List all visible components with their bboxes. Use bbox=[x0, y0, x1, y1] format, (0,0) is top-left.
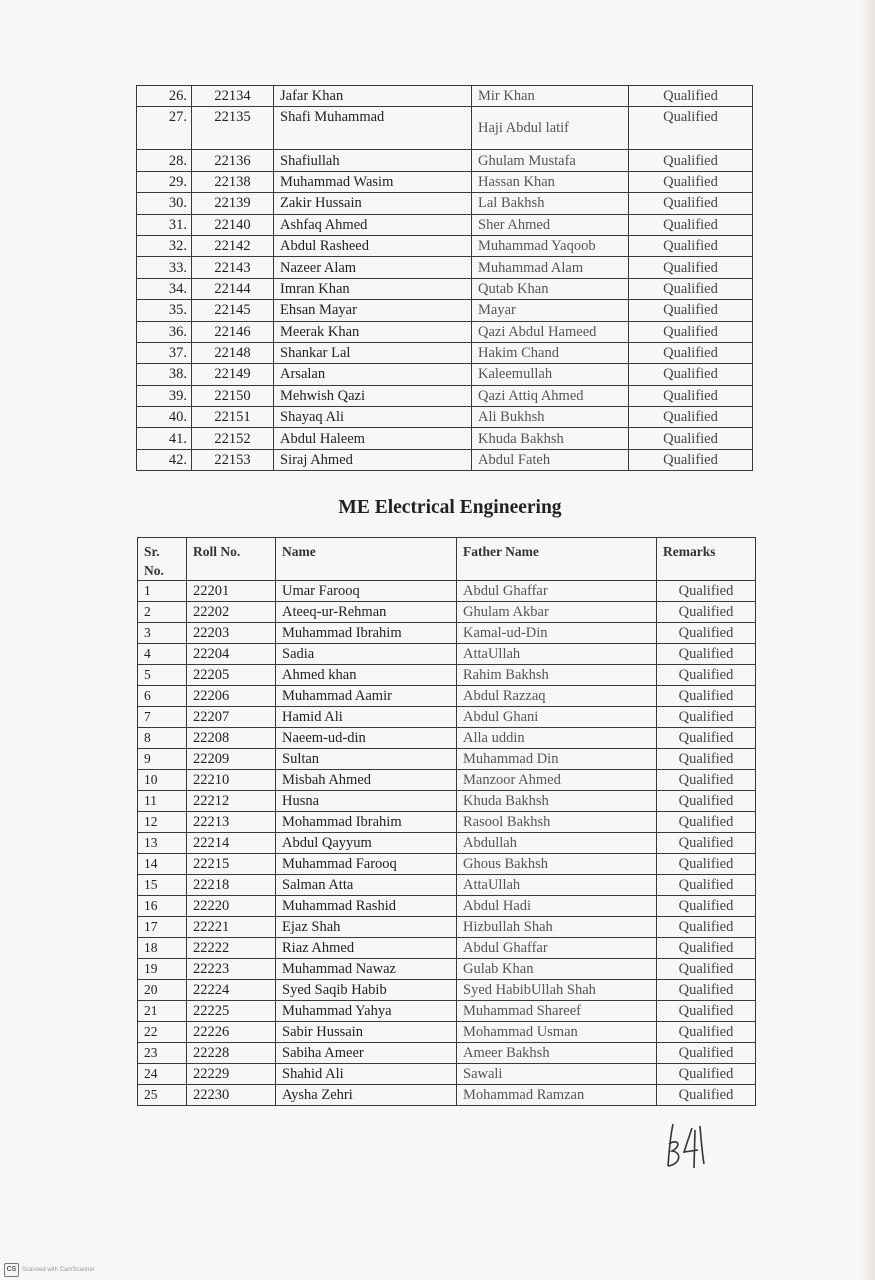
cell-remarks: Qualified bbox=[629, 449, 753, 470]
cell-name: Shahid Ali bbox=[276, 1064, 457, 1085]
table-row bbox=[137, 107, 753, 150]
cell-roll-no: 22202 bbox=[187, 602, 276, 623]
cell-roll-no: 22230 bbox=[187, 1085, 276, 1106]
cell-sr-no: 5 bbox=[138, 665, 187, 686]
cell-name: Sabiha Ameer bbox=[276, 1043, 457, 1064]
section-heading: ME Electrical Engineering bbox=[338, 497, 562, 518]
cell-father-name: Khuda Bakhsh bbox=[457, 791, 657, 812]
cell-remarks: Qualified bbox=[629, 321, 753, 342]
cell-father-name: Abdul Ghaffar bbox=[457, 938, 657, 959]
cell-remarks: Qualified bbox=[657, 1043, 756, 1064]
cell-name: Muhammad Wasim bbox=[274, 171, 472, 192]
table-row bbox=[138, 707, 756, 728]
cell-sr-no: 23 bbox=[138, 1043, 187, 1064]
cell-name: Husna bbox=[276, 791, 457, 812]
cell-remarks: Qualified bbox=[657, 854, 756, 875]
cell-name: Shafi Muhammad bbox=[274, 107, 472, 150]
table-row bbox=[138, 1001, 756, 1022]
cell-father-name: Qutab Khan bbox=[472, 278, 629, 299]
cell-roll-no: 22205 bbox=[187, 665, 276, 686]
cell-sr-no: 24 bbox=[138, 1064, 187, 1085]
cell-father-name: Manzoor Ahmed bbox=[457, 770, 657, 791]
cell-remarks: Qualified bbox=[657, 875, 756, 896]
cell-sr-no: 29. bbox=[137, 171, 192, 192]
cell-roll-no: 22206 bbox=[187, 686, 276, 707]
table-row bbox=[138, 812, 756, 833]
cell-sr-no: 6 bbox=[138, 686, 187, 707]
cell-father-name: Syed HabibUllah Shah bbox=[457, 980, 657, 1001]
cell-roll-no: 22139 bbox=[192, 193, 274, 214]
table-row bbox=[138, 791, 756, 812]
cell-name: Syed Saqib Habib bbox=[276, 980, 457, 1001]
table-header-row bbox=[138, 538, 756, 581]
cell-name: Imran Khan bbox=[274, 278, 472, 299]
cell-roll-no: 22210 bbox=[187, 770, 276, 791]
cell-sr-no: 27. bbox=[137, 107, 192, 150]
table-row bbox=[137, 428, 753, 449]
cell-remarks: Qualified bbox=[657, 896, 756, 917]
table-row bbox=[138, 938, 756, 959]
cell-remarks: Qualified bbox=[657, 959, 756, 980]
cell-name: Nazeer Alam bbox=[274, 257, 472, 278]
cell-roll-no: 22145 bbox=[192, 300, 274, 321]
cell-remarks: Qualified bbox=[629, 257, 753, 278]
cell-roll-no: 22220 bbox=[187, 896, 276, 917]
cell-roll-no: 22218 bbox=[187, 875, 276, 896]
table-row bbox=[138, 644, 756, 665]
cell-roll-no: 22228 bbox=[187, 1043, 276, 1064]
table-row bbox=[138, 686, 756, 707]
cell-name: Ahmed khan bbox=[276, 665, 457, 686]
cell-father-name: Abdullah bbox=[457, 833, 657, 854]
cell-name: Umar Farooq bbox=[276, 581, 457, 602]
cell-remarks: Qualified bbox=[657, 707, 756, 728]
cell-sr-no: 42. bbox=[137, 449, 192, 470]
cell-roll-no: 22215 bbox=[187, 854, 276, 875]
cell-sr-no: 12 bbox=[138, 812, 187, 833]
header-father-name: Father Name bbox=[457, 538, 657, 581]
header-remarks: Remarks bbox=[657, 538, 756, 581]
cell-sr-no: 2 bbox=[138, 602, 187, 623]
cell-father-name: Hakim Chand bbox=[472, 342, 629, 363]
table-row bbox=[138, 854, 756, 875]
cell-roll-no: 22225 bbox=[187, 1001, 276, 1022]
cell-remarks: Qualified bbox=[657, 1064, 756, 1085]
cell-name: Shafiullah bbox=[274, 150, 472, 171]
table-row bbox=[137, 300, 753, 321]
table-row bbox=[137, 214, 753, 235]
table-row bbox=[138, 623, 756, 644]
cell-name: Arsalan bbox=[274, 364, 472, 385]
table-row bbox=[137, 150, 753, 171]
cell-roll-no: 22140 bbox=[192, 214, 274, 235]
qualified-list-table-continued bbox=[136, 85, 753, 471]
cell-father-name: Kaleemullah bbox=[472, 364, 629, 385]
cell-remarks: Qualified bbox=[629, 235, 753, 256]
cell-father-name: Haji Abdul latif bbox=[472, 107, 629, 150]
table-row bbox=[138, 917, 756, 938]
cell-sr-no: 30. bbox=[137, 193, 192, 214]
cell-remarks: Qualified bbox=[629, 385, 753, 406]
cell-remarks: Qualified bbox=[657, 686, 756, 707]
cell-sr-no: 33. bbox=[137, 257, 192, 278]
cell-father-name: Rahim Bakhsh bbox=[457, 665, 657, 686]
cell-sr-no: 8 bbox=[138, 728, 187, 749]
cell-roll-no: 22221 bbox=[187, 917, 276, 938]
table-row bbox=[138, 980, 756, 1001]
cell-name: Shankar Lal bbox=[274, 342, 472, 363]
cell-father-name: Khuda Bakhsh bbox=[472, 428, 629, 449]
table-row bbox=[138, 581, 756, 602]
cell-roll-no: 22151 bbox=[192, 407, 274, 428]
cell-name: Muhammad Rashid bbox=[276, 896, 457, 917]
cell-roll-no: 22209 bbox=[187, 749, 276, 770]
cell-remarks: Qualified bbox=[657, 581, 756, 602]
cell-roll-no: 22201 bbox=[187, 581, 276, 602]
cell-sr-no: 9 bbox=[138, 749, 187, 770]
table-row bbox=[137, 278, 753, 299]
cell-remarks: Qualified bbox=[657, 917, 756, 938]
me-electrical-engineering-table bbox=[137, 537, 756, 1106]
cell-sr-no: 7 bbox=[138, 707, 187, 728]
header-sr-no: Sr. No. bbox=[138, 538, 187, 581]
table-row bbox=[138, 1085, 756, 1106]
cell-name: Riaz Ahmed bbox=[276, 938, 457, 959]
cell-sr-no: 28. bbox=[137, 150, 192, 171]
cell-roll-no: 22135 bbox=[192, 107, 274, 150]
cell-name: Ejaz Shah bbox=[276, 917, 457, 938]
cell-remarks: Qualified bbox=[629, 150, 753, 171]
cell-father-name: AttaUllah bbox=[457, 875, 657, 896]
cell-father-name: Qazi Abdul Hameed bbox=[472, 321, 629, 342]
cell-remarks: Qualified bbox=[629, 278, 753, 299]
cell-remarks: Qualified bbox=[629, 407, 753, 428]
cell-name: Abdul Haleem bbox=[274, 428, 472, 449]
cell-father-name: Muhammad Alam bbox=[472, 257, 629, 278]
cell-sr-no: 34. bbox=[137, 278, 192, 299]
cell-remarks: Qualified bbox=[629, 193, 753, 214]
cell-remarks: Qualified bbox=[657, 938, 756, 959]
cell-remarks: Qualified bbox=[657, 749, 756, 770]
scanner-watermark bbox=[4, 1263, 95, 1277]
cell-sr-no: 14 bbox=[138, 854, 187, 875]
table-row bbox=[137, 342, 753, 363]
cell-remarks: Qualified bbox=[657, 770, 756, 791]
cell-roll-no: 22153 bbox=[192, 449, 274, 470]
table-row bbox=[138, 770, 756, 791]
table-row bbox=[137, 171, 753, 192]
cell-name: Muhammad Yahya bbox=[276, 1001, 457, 1022]
cell-remarks: Qualified bbox=[657, 980, 756, 1001]
cell-roll-no: 22204 bbox=[187, 644, 276, 665]
cell-father-name: Gulab Khan bbox=[457, 959, 657, 980]
cell-name: Abdul Rasheed bbox=[274, 235, 472, 256]
cell-name: Ashfaq Ahmed bbox=[274, 214, 472, 235]
cell-sr-no: 37. bbox=[137, 342, 192, 363]
cell-sr-no: 11 bbox=[138, 791, 187, 812]
cell-roll-no: 22150 bbox=[192, 385, 274, 406]
cell-name: Sadia bbox=[276, 644, 457, 665]
cell-roll-no: 22208 bbox=[187, 728, 276, 749]
cell-father-name: Mohammad Usman bbox=[457, 1022, 657, 1043]
cell-father-name: Abdul Ghani bbox=[457, 707, 657, 728]
handwritten-signature bbox=[664, 1118, 724, 1174]
cell-father-name: Muhammad Din bbox=[457, 749, 657, 770]
cell-sr-no: 38. bbox=[137, 364, 192, 385]
table-body bbox=[137, 86, 753, 471]
cell-name: Sultan bbox=[276, 749, 457, 770]
cell-sr-no: 41. bbox=[137, 428, 192, 449]
watermark-text: Scanned with CamScanner bbox=[22, 1267, 95, 1273]
cell-roll-no: 22224 bbox=[187, 980, 276, 1001]
cell-roll-no: 22207 bbox=[187, 707, 276, 728]
cell-remarks: Qualified bbox=[657, 665, 756, 686]
cell-roll-no: 22142 bbox=[192, 235, 274, 256]
cell-sr-no: 25 bbox=[138, 1085, 187, 1106]
cell-sr-no: 26. bbox=[137, 86, 192, 107]
cell-name: Mehwish Qazi bbox=[274, 385, 472, 406]
cell-father-name: Lal Bakhsh bbox=[472, 193, 629, 214]
header-roll-no: Roll No. bbox=[187, 538, 276, 581]
cell-remarks: Qualified bbox=[657, 644, 756, 665]
table-row bbox=[137, 257, 753, 278]
cell-sr-no: 1 bbox=[138, 581, 187, 602]
cell-sr-no: 32. bbox=[137, 235, 192, 256]
cell-remarks: Qualified bbox=[629, 342, 753, 363]
cell-remarks: Qualified bbox=[629, 107, 753, 150]
table-body bbox=[138, 581, 756, 1106]
cell-name: Naeem-ud-din bbox=[276, 728, 457, 749]
cell-roll-no: 22226 bbox=[187, 1022, 276, 1043]
cell-sr-no: 10 bbox=[138, 770, 187, 791]
cell-name: Jafar Khan bbox=[274, 86, 472, 107]
header-name: Name bbox=[276, 538, 457, 581]
cell-roll-no: 22148 bbox=[192, 342, 274, 363]
cell-roll-no: 22213 bbox=[187, 812, 276, 833]
cell-roll-no: 22136 bbox=[192, 150, 274, 171]
cell-remarks: Qualified bbox=[657, 1001, 756, 1022]
table-row bbox=[137, 385, 753, 406]
table-row bbox=[138, 833, 756, 854]
cell-roll-no: 22223 bbox=[187, 959, 276, 980]
cell-roll-no: 22222 bbox=[187, 938, 276, 959]
table-row bbox=[137, 407, 753, 428]
cell-father-name: Rasool Bakhsh bbox=[457, 812, 657, 833]
cell-name: Muhammad Farooq bbox=[276, 854, 457, 875]
cell-sr-no: 40. bbox=[137, 407, 192, 428]
cell-father-name: Abdul Fateh bbox=[472, 449, 629, 470]
cell-remarks: Qualified bbox=[629, 171, 753, 192]
cell-father-name: Hizbullah Shah bbox=[457, 917, 657, 938]
cell-father-name: Muhammad Shareef bbox=[457, 1001, 657, 1022]
cell-father-name: Mohammad Ramzan bbox=[457, 1085, 657, 1106]
cell-roll-no: 22212 bbox=[187, 791, 276, 812]
table-row bbox=[137, 364, 753, 385]
cell-father-name: AttaUllah bbox=[457, 644, 657, 665]
table-row bbox=[138, 665, 756, 686]
cell-name: Muhammad Nawaz bbox=[276, 959, 457, 980]
table-row bbox=[138, 1064, 756, 1085]
cell-father-name: Ghulam Akbar bbox=[457, 602, 657, 623]
table-row bbox=[137, 193, 753, 214]
cell-sr-no: 3 bbox=[138, 623, 187, 644]
cell-father-name: Sher Ahmed bbox=[472, 214, 629, 235]
cell-father-name: Muhammad Yaqoob bbox=[472, 235, 629, 256]
cell-name: Aysha Zehri bbox=[276, 1085, 457, 1106]
cell-father-name: Sawali bbox=[457, 1064, 657, 1085]
cell-name: Abdul Qayyum bbox=[276, 833, 457, 854]
cell-sr-no: 4 bbox=[138, 644, 187, 665]
table-row bbox=[138, 728, 756, 749]
table-row bbox=[138, 749, 756, 770]
cell-roll-no: 22152 bbox=[192, 428, 274, 449]
cell-remarks: Qualified bbox=[657, 833, 756, 854]
table-row bbox=[137, 449, 753, 470]
table-row bbox=[138, 959, 756, 980]
cell-remarks: Qualified bbox=[629, 86, 753, 107]
cell-sr-no: 36. bbox=[137, 321, 192, 342]
cell-father-name: Ameer Bakhsh bbox=[457, 1043, 657, 1064]
table-row bbox=[138, 1022, 756, 1043]
cell-remarks: Qualified bbox=[629, 300, 753, 321]
cell-sr-no: 15 bbox=[138, 875, 187, 896]
cell-name: Muhammad Ibrahim bbox=[276, 623, 457, 644]
cell-roll-no: 22229 bbox=[187, 1064, 276, 1085]
cell-father-name: Abdul Razzaq bbox=[457, 686, 657, 707]
cell-roll-no: 22146 bbox=[192, 321, 274, 342]
table-row bbox=[137, 235, 753, 256]
cell-roll-no: 22134 bbox=[192, 86, 274, 107]
cell-remarks: Qualified bbox=[657, 1085, 756, 1106]
cell-name: Sabir Hussain bbox=[276, 1022, 457, 1043]
cell-father-name: Ali Bukhsh bbox=[472, 407, 629, 428]
cell-roll-no: 22214 bbox=[187, 833, 276, 854]
cell-name: Meerak Khan bbox=[274, 321, 472, 342]
cell-father-name: Abdul Ghaffar bbox=[457, 581, 657, 602]
cell-name: Ateeq-ur-Rehman bbox=[276, 602, 457, 623]
cell-name: Hamid Ali bbox=[276, 707, 457, 728]
cell-sr-no: 39. bbox=[137, 385, 192, 406]
table-row bbox=[138, 602, 756, 623]
cell-name: Muhammad Aamir bbox=[276, 686, 457, 707]
cell-father-name: Alla uddin bbox=[457, 728, 657, 749]
cell-remarks: Qualified bbox=[657, 812, 756, 833]
cell-sr-no: 16 bbox=[138, 896, 187, 917]
cell-sr-no: 22 bbox=[138, 1022, 187, 1043]
cell-remarks: Qualified bbox=[657, 1022, 756, 1043]
cell-roll-no: 22138 bbox=[192, 171, 274, 192]
table-row bbox=[138, 896, 756, 917]
camscanner-logo-icon: CS bbox=[4, 1263, 19, 1277]
cell-father-name: Ghous Bakhsh bbox=[457, 854, 657, 875]
cell-father-name: Mayar bbox=[472, 300, 629, 321]
page-edge-shadow bbox=[861, 0, 875, 1280]
cell-sr-no: 31. bbox=[137, 214, 192, 235]
table-row bbox=[138, 875, 756, 896]
cell-sr-no: 20 bbox=[138, 980, 187, 1001]
cell-remarks: Qualified bbox=[657, 602, 756, 623]
cell-roll-no: 22203 bbox=[187, 623, 276, 644]
table-row bbox=[137, 321, 753, 342]
cell-sr-no: 19 bbox=[138, 959, 187, 980]
cell-sr-no: 35. bbox=[137, 300, 192, 321]
cell-remarks: Qualified bbox=[657, 791, 756, 812]
cell-name: Salman Atta bbox=[276, 875, 457, 896]
cell-sr-no: 18 bbox=[138, 938, 187, 959]
cell-name: Siraj Ahmed bbox=[274, 449, 472, 470]
cell-roll-no: 22149 bbox=[192, 364, 274, 385]
cell-sr-no: 17 bbox=[138, 917, 187, 938]
cell-name: Ehsan Mayar bbox=[274, 300, 472, 321]
cell-remarks: Qualified bbox=[629, 214, 753, 235]
cell-remarks: Qualified bbox=[657, 728, 756, 749]
cell-name: Shayaq Ali bbox=[274, 407, 472, 428]
cell-name: Misbah Ahmed bbox=[276, 770, 457, 791]
cell-remarks: Qualified bbox=[657, 623, 756, 644]
cell-father-name: Kamal-ud-Din bbox=[457, 623, 657, 644]
table-row bbox=[138, 1043, 756, 1064]
cell-sr-no: 21 bbox=[138, 1001, 187, 1022]
cell-sr-no: 13 bbox=[138, 833, 187, 854]
cell-name: Mohammad Ibrahim bbox=[276, 812, 457, 833]
table-row bbox=[137, 86, 753, 107]
cell-father-name: Abdul Hadi bbox=[457, 896, 657, 917]
cell-father-name: Mir Khan bbox=[472, 86, 629, 107]
cell-name: Zakir Hussain bbox=[274, 193, 472, 214]
cell-father-name: Qazi Attiq Ahmed bbox=[472, 385, 629, 406]
cell-remarks: Qualified bbox=[629, 428, 753, 449]
cell-roll-no: 22143 bbox=[192, 257, 274, 278]
cell-father-name: Hassan Khan bbox=[472, 171, 629, 192]
cell-remarks: Qualified bbox=[629, 364, 753, 385]
cell-father-name: Ghulam Mustafa bbox=[472, 150, 629, 171]
cell-roll-no: 22144 bbox=[192, 278, 274, 299]
